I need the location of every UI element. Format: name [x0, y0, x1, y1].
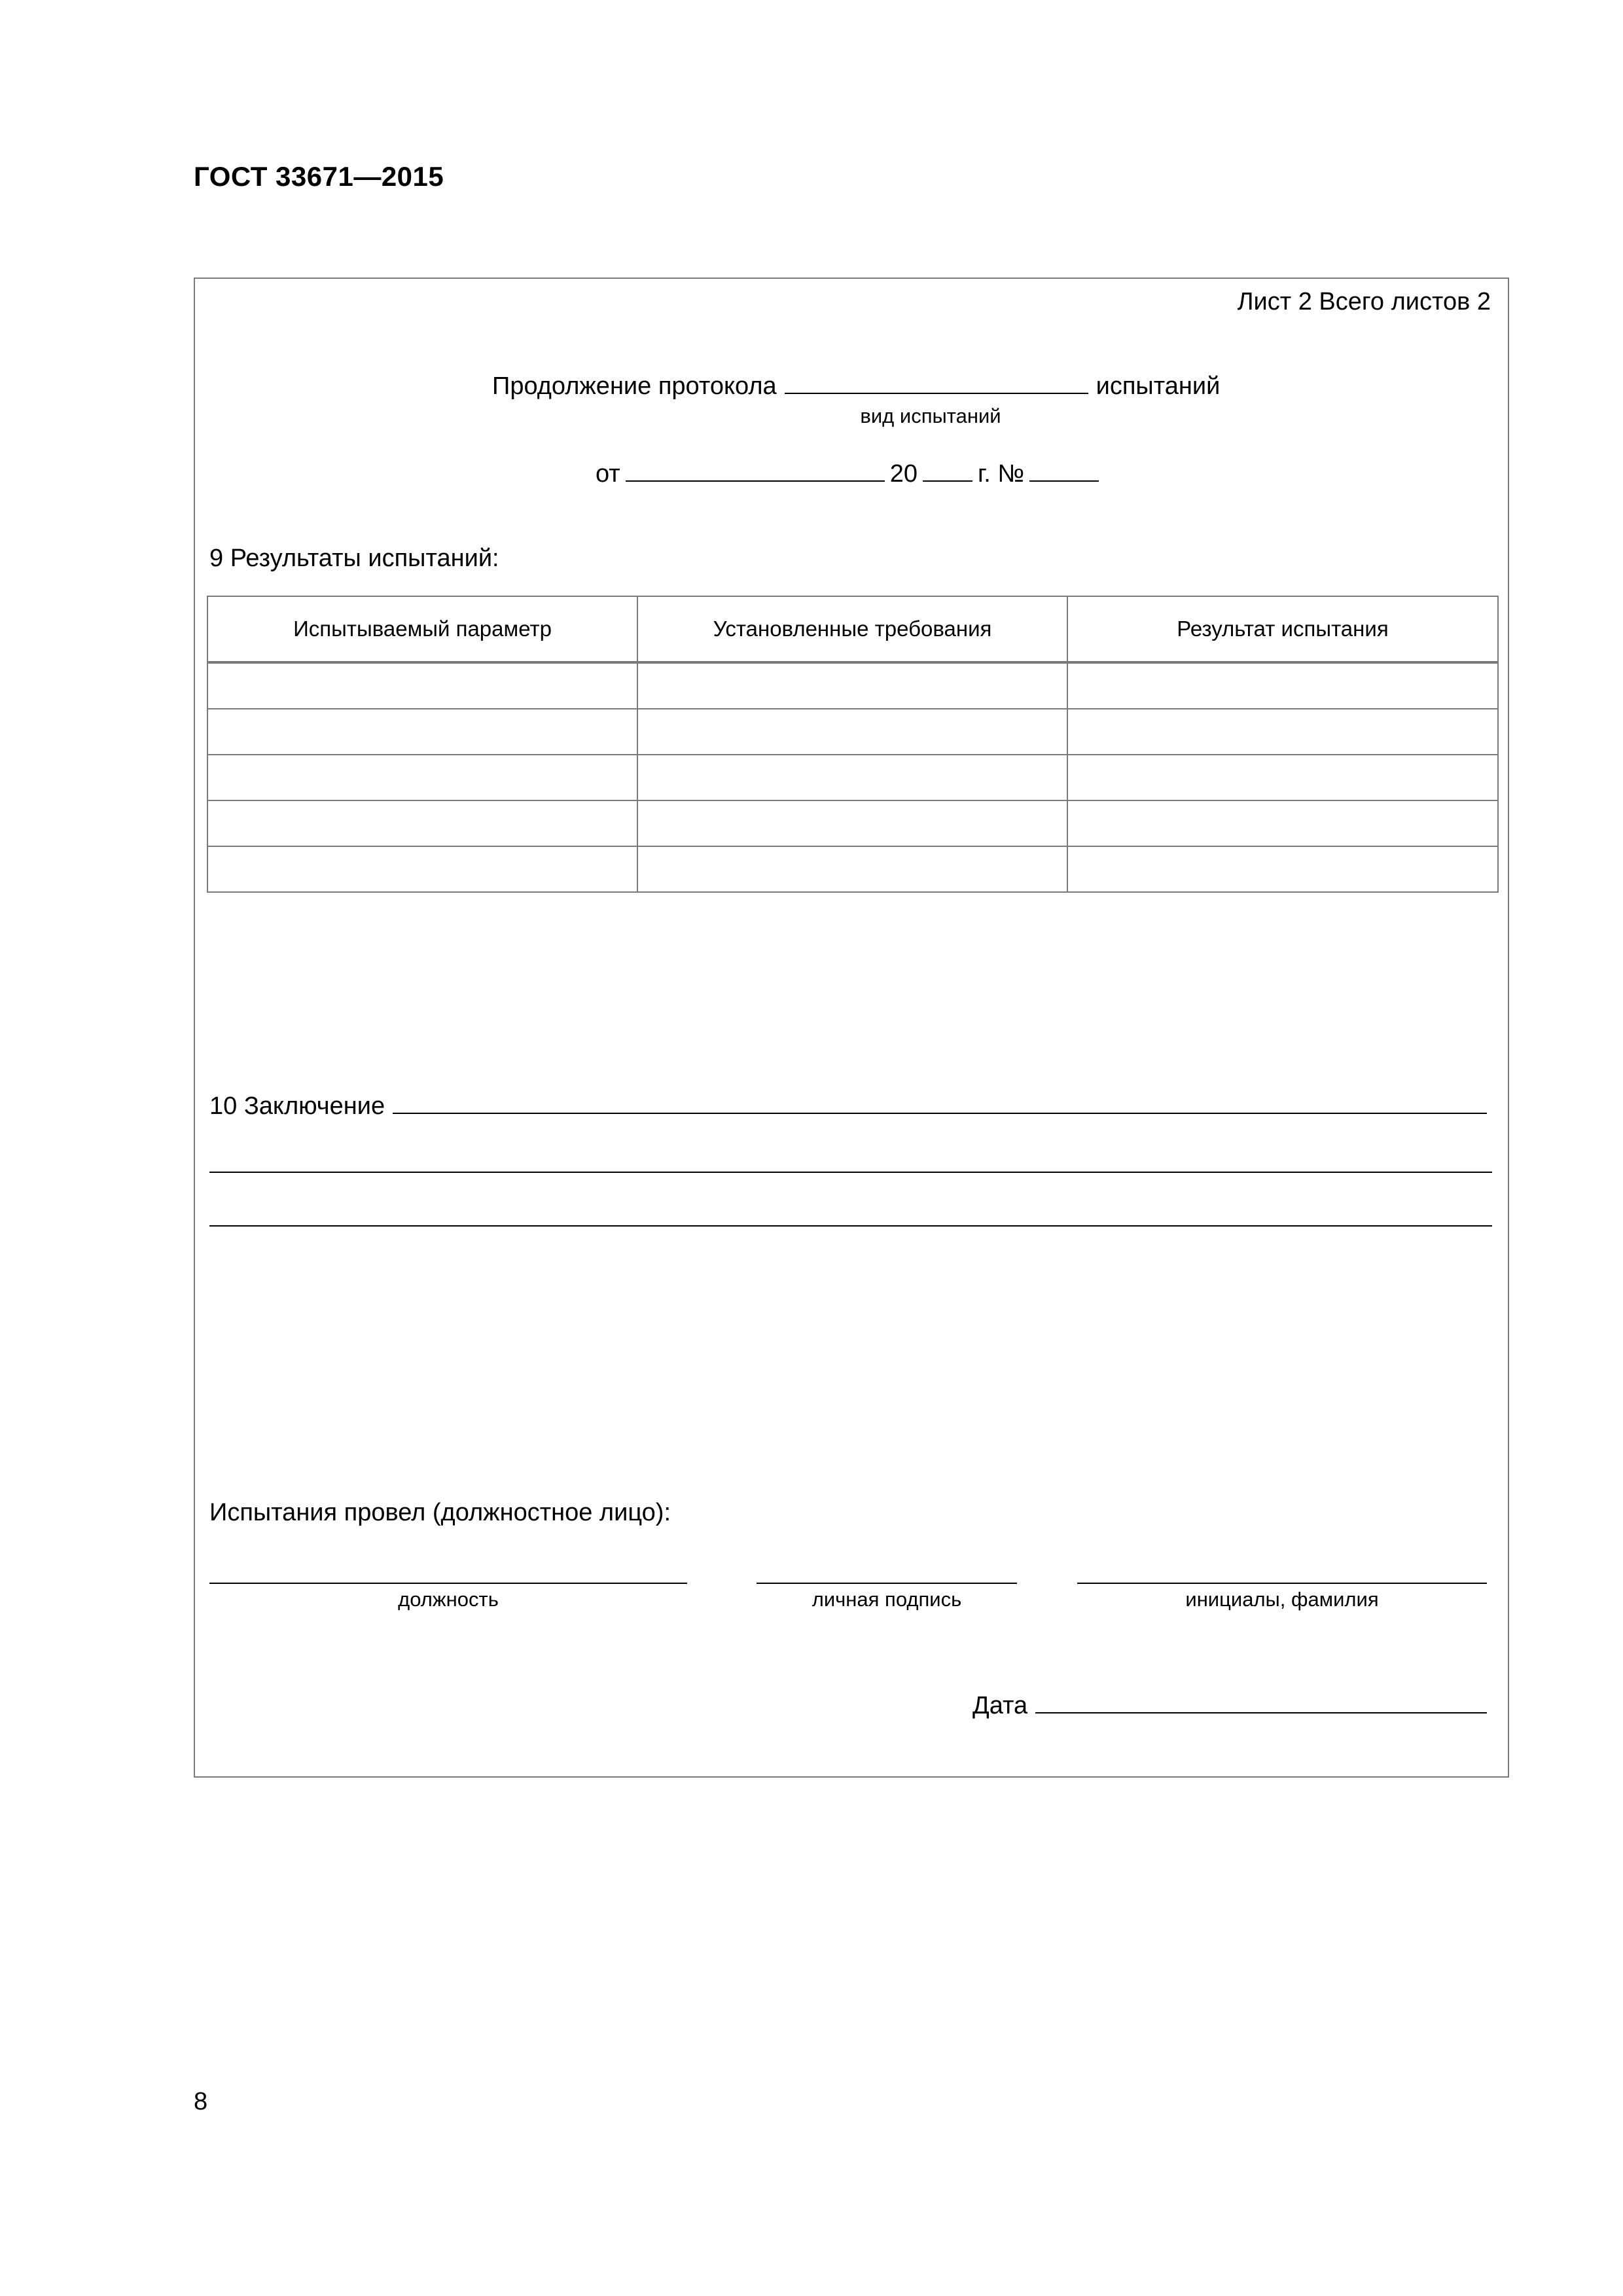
conclusion-label: 10 Заключение [209, 1092, 385, 1120]
date-label: Дата [972, 1692, 1028, 1719]
signature-caption: личная подпись [812, 1588, 962, 1611]
full-name-caption: инициалы, фамилия [1185, 1588, 1379, 1611]
date-line [972, 1690, 1487, 1720]
table-cell[interactable] [1067, 709, 1498, 755]
table-row [207, 755, 1498, 800]
table-cell[interactable] [637, 755, 1067, 800]
table-cell[interactable] [1067, 800, 1498, 846]
continuation-suffix: испытаний [1096, 372, 1221, 400]
page-number: 8 [194, 2088, 208, 2115]
year-prefix: 20 [889, 460, 918, 488]
table-cell[interactable] [1067, 662, 1498, 709]
date-prefix: от [596, 460, 620, 488]
table-cell[interactable] [1067, 755, 1498, 800]
protocol-date-line [596, 458, 1099, 488]
protocol-year-field[interactable] [923, 458, 972, 482]
year-suffix: г. № [977, 460, 1025, 488]
conclusion-line [209, 1090, 1487, 1121]
results-header-row [207, 596, 1498, 662]
full-name-field[interactable] [1077, 1583, 1487, 1584]
protocol-frame [194, 278, 1509, 1778]
sheet-info: Лист 2 Всего листов 2 [1237, 288, 1491, 315]
table-row [207, 662, 1498, 709]
position-caption: должность [398, 1588, 499, 1611]
test-type-caption: вид испытаний [860, 404, 1001, 427]
table-row [207, 846, 1498, 892]
table-cell[interactable] [637, 846, 1067, 892]
table-cell[interactable] [637, 800, 1067, 846]
column-header-result: Результат испытания [1067, 596, 1498, 662]
protocol-number-field[interactable] [1029, 458, 1099, 482]
date-field[interactable] [1035, 1690, 1487, 1713]
document-header: ГОСТ 33671—2015 [194, 161, 444, 192]
protocol-date-field[interactable] [626, 458, 885, 482]
signature-title: Испытания провел (должностное лицо): [209, 1499, 671, 1526]
results-title: 9 Результаты испытаний: [209, 545, 499, 572]
table-cell[interactable] [207, 846, 637, 892]
conclusion-field-2[interactable] [209, 1172, 1492, 1173]
position-field[interactable] [209, 1583, 687, 1584]
column-header-parameter: Испытываемый параметр [207, 596, 637, 662]
table-cell[interactable] [637, 662, 1067, 709]
table-row [207, 709, 1498, 755]
continuation-prefix: Продолжение протокола [492, 372, 777, 400]
test-type-field[interactable] [785, 370, 1088, 394]
conclusion-field-3[interactable] [209, 1225, 1492, 1227]
table-cell[interactable] [207, 709, 637, 755]
table-cell[interactable] [207, 662, 637, 709]
results-table [207, 596, 1499, 893]
table-row [207, 800, 1498, 846]
table-cell[interactable] [207, 755, 637, 800]
column-header-requirements: Установленные требования [637, 596, 1067, 662]
table-cell[interactable] [1067, 846, 1498, 892]
signature-field[interactable] [757, 1583, 1017, 1584]
conclusion-field-1[interactable] [393, 1090, 1487, 1114]
table-cell[interactable] [637, 709, 1067, 755]
table-cell[interactable] [207, 800, 637, 846]
continuation-line [492, 370, 1220, 401]
